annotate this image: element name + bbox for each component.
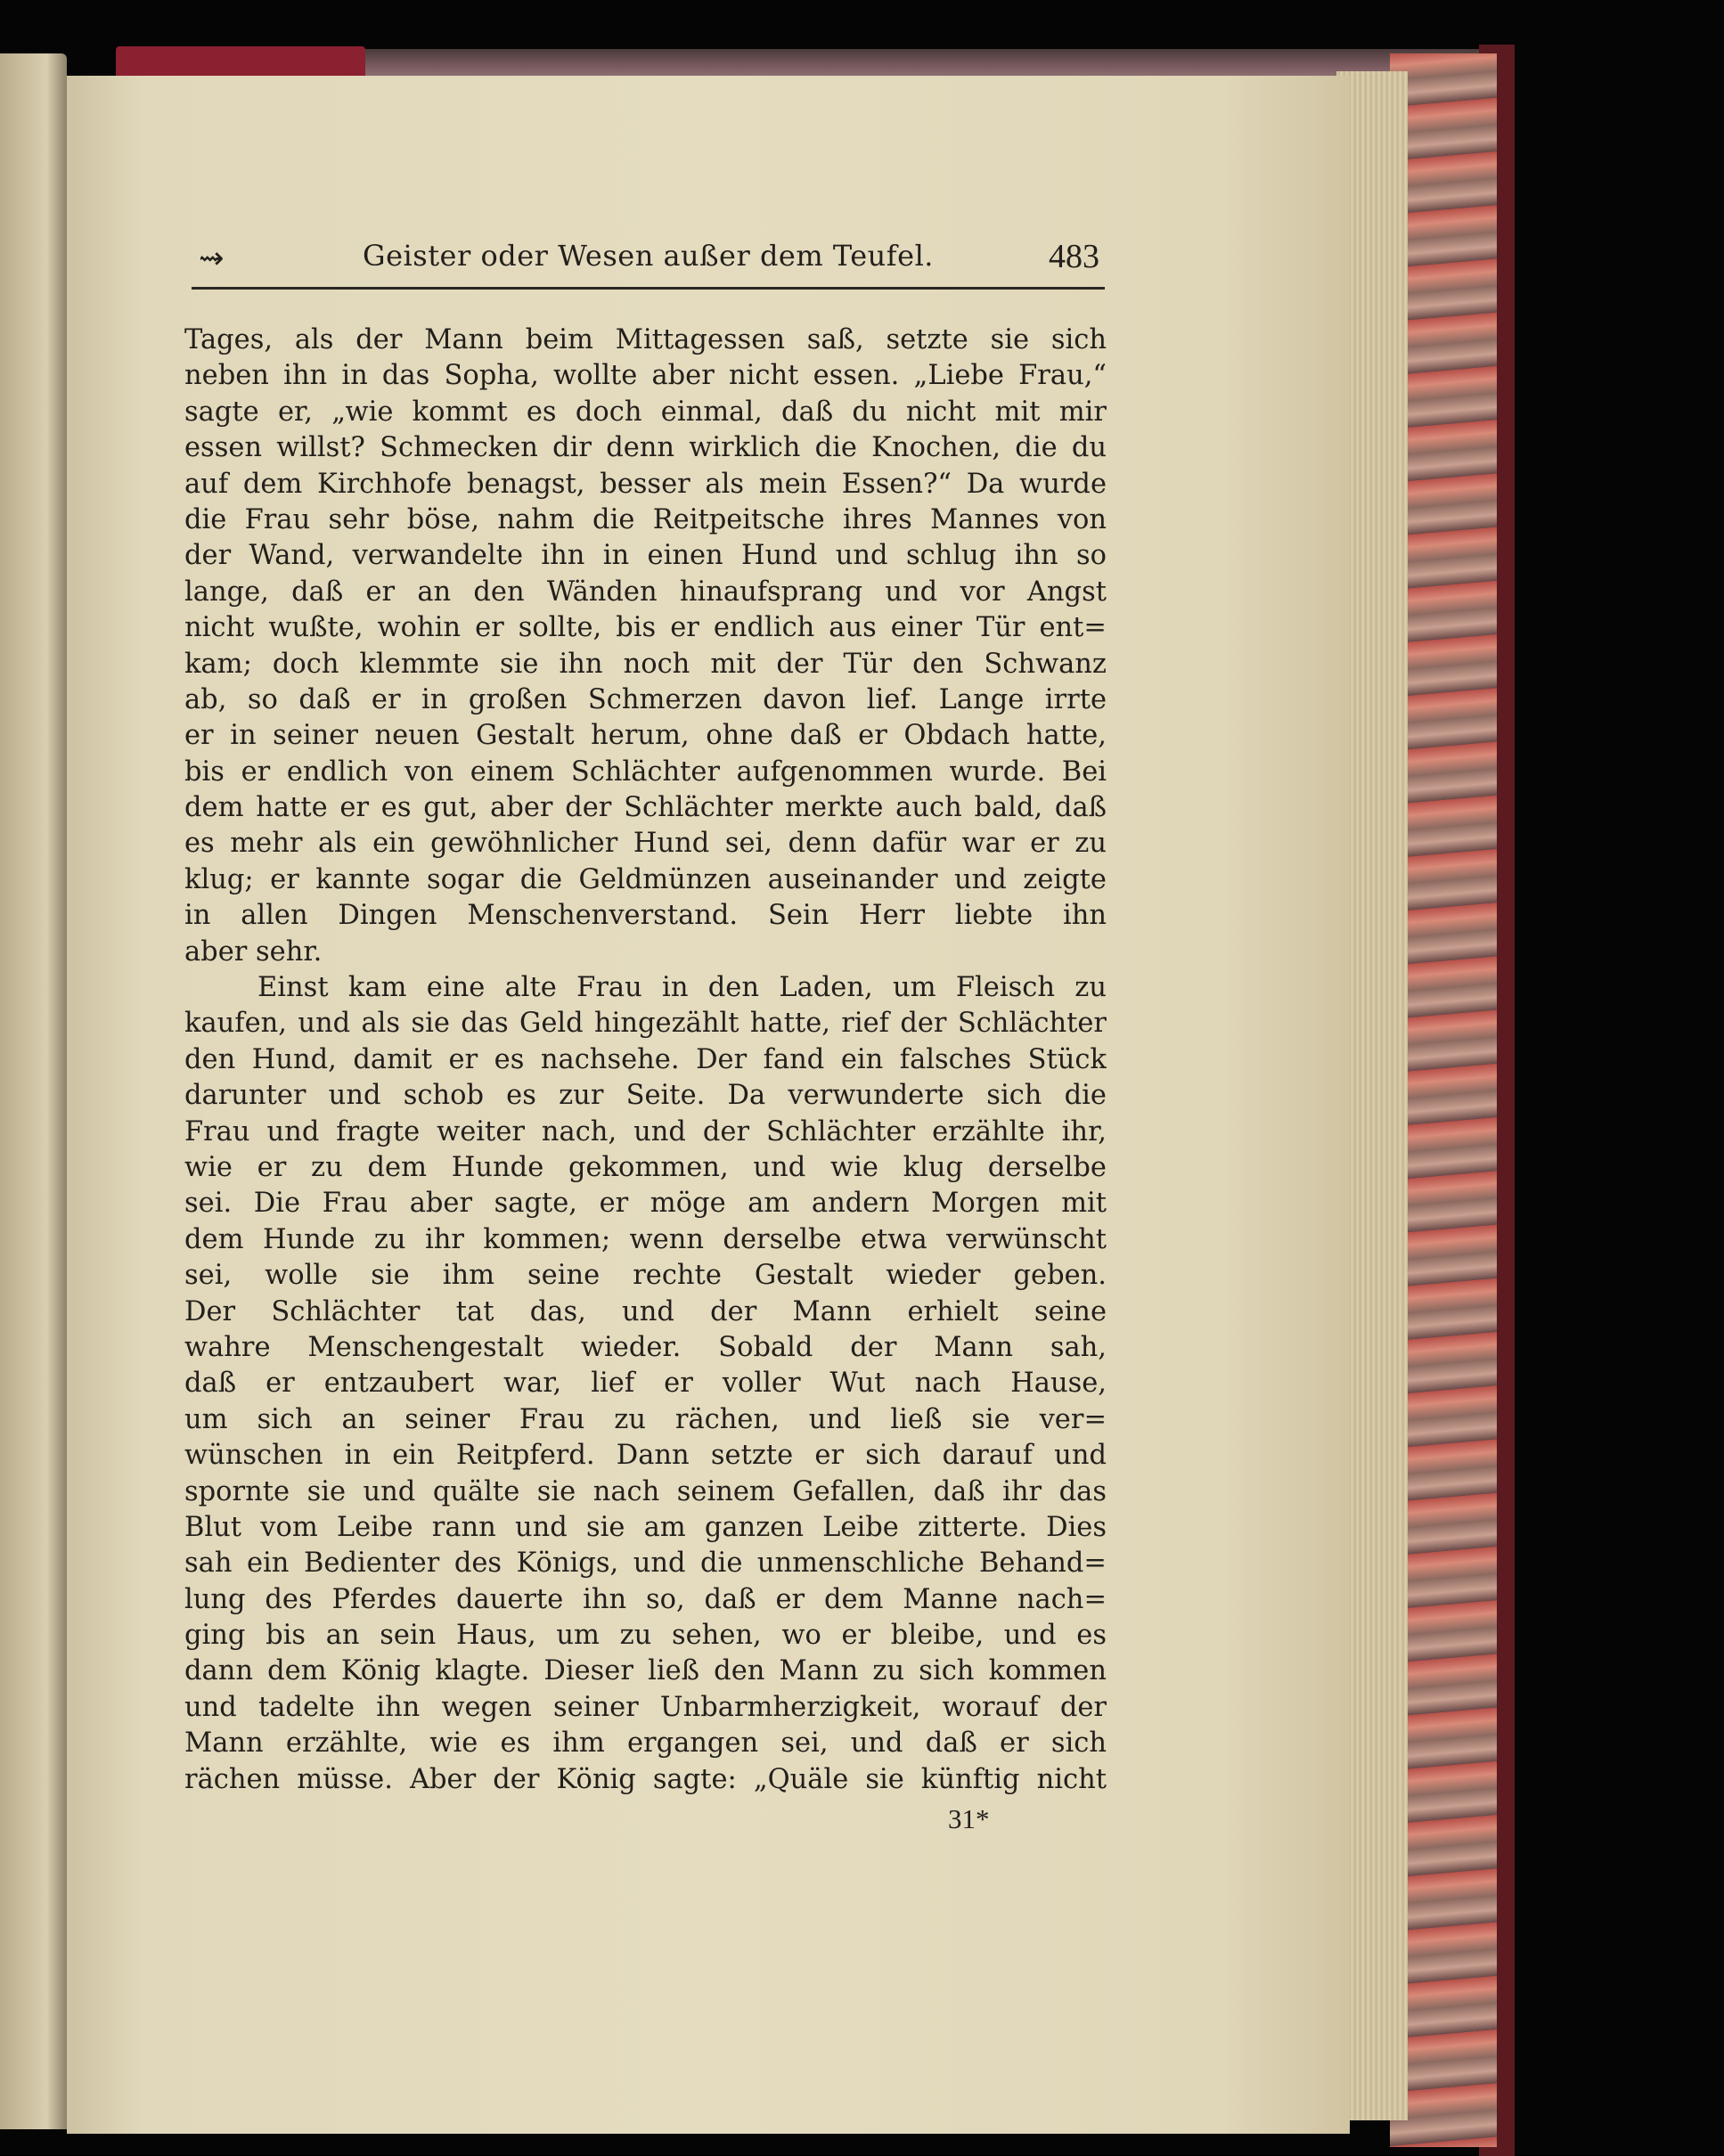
text-line: darunter und schob es zur Seite. Da verwunderte sich die [184,1080,1107,1112]
text-line: wünschen in ein Reitpferd. Dann setzte er sich darauf und [184,1440,1107,1472]
text-line: Tages, als der Mann beim Mittagessen saß, setzte sie sich [184,324,1107,355]
text-line: nicht wußte, wohin er sollte, bis er endlich aus einer Tür ent= [184,612,1107,644]
text-line: dann dem König klagte. Dieser ließ den Mann zu sich kommen [184,1655,1107,1687]
text-line: Einst kam eine alte Frau in den Laden, um Fleisch zu [257,972,1107,1004]
text-line: Blut vom Leibe rann und sie am ganzen Leibe zitterte. Dies [184,1511,1107,1543]
text-line: kaufen, und als sie das Geld hingezählt hatte, rief der Schlächter [184,1008,1107,1040]
text-line: Mann erzählte, wie es ihm ergangen sei, und daß er sich [184,1727,1107,1760]
text-line: in allen Dingen Menschenverstand. Sein Herr liebte ihn [184,900,1107,932]
text-line: spornte sie und quälte sie nach seinem Gefallen, daß ihr das [184,1475,1107,1507]
text-line: Der Schlächter tat das, und der Mann erhielt seine [184,1295,1107,1327]
text-line: dem hatte er es gut, aber der Schlächter merkte auch bald, daß [184,792,1107,824]
text-line: den Hund, damit er es nachsehe. Der fand ein falsches Stück [184,1043,1107,1075]
text-line: lange, daß er an den Wänden hinaufsprang und vor Angst [184,576,1107,608]
running-title: Geister oder Wesen außer dem Teufel. [363,239,934,273]
text-line: Frau und fragte weiter nach, und der Schlächter erzählte ihr, [184,1115,1107,1147]
text-line: die Frau sehr böse, nahm die Reitpeitsche ihres Mannes von [184,503,1107,535]
text-line: neben ihn in das Sopha, wollte aber nicht essen. „Liebe Frau,“ [184,360,1107,392]
text-line: rächen müsse. Aber der König sagte: „Quäle sie künftig nicht [184,1763,1107,1795]
text-line: sah ein Bedienter des Königs, und die unmenschliche Behand= [184,1548,1107,1580]
text-line: der Wand, verwandelte ihn in einen Hund und schlug ihn so [184,540,1107,572]
header-mark-icon: ⇝ [199,241,225,276]
text-line: um sich an seiner Frau zu rächen, und ließ sie ver= [184,1403,1107,1435]
text-line: lung des Pferdes dauerte ihn so, daß er dem Manne nach= [184,1583,1107,1615]
text-line: dem Hunde zu ihr kommen; wenn derselbe etwa verwünscht [184,1223,1107,1255]
signature-mark: 31* [948,1803,990,1834]
text-line: sei, wolle sie ihm seine rechte Gestalt wieder geben. [184,1260,1107,1292]
text-line: kam; doch klemmte sie ihn noch mit der Tür den Schwanz [184,648,1107,680]
text-line: wahre Menschengestalt wieder. Sobald der Mann sah, [184,1331,1107,1363]
page-body-text [184,323,1107,1798]
text-line: sagte er, „wie kommt es doch einmal, daß du nicht mit mir [184,396,1107,428]
text-line: daß er entzaubert war, lief er voller Wut nach Hause, [184,1368,1107,1400]
text-line: sei. Die Frau aber sagte, er möge am andern Morgen mit [184,1188,1107,1220]
left-page-edge [0,53,67,2129]
text-line: wie er zu dem Hunde gekommen, und wie klug derselbe [184,1151,1107,1183]
text-line: essen willst? Schmecken dir denn wirklich die Knochen, die du [184,432,1107,464]
text-line: klug; er kannte sogar die Geldmünzen auseinander und zeigte [184,863,1107,895]
running-header [192,233,1105,290]
text-line: bis er endlich von einem Schlächter aufgenommen wurde. Bei [184,755,1107,788]
text-line: aber sehr. [184,935,323,968]
text-line: ab, so daß er in großen Schmerzen davon lief. Lange irrte [184,683,1107,715]
text-line: ging bis an sein Haus, um zu sehen, wo er bleibe, und es [184,1620,1107,1652]
text-line: und tadelte ihn wegen seiner Unbarmherzigkeit, worauf der [184,1691,1107,1723]
text-line: es mehr als ein gewöhnlicher Hund sei, denn dafür war er zu [184,828,1107,860]
text-line: er in seiner neuen Gestalt herum, ohne daß er Obdach hatte, [184,720,1107,752]
text-line: auf dem Kirchhofe benagst, besser als mein Essen?“ Da wurde [184,468,1107,500]
page-number: 483 [1049,238,1099,275]
